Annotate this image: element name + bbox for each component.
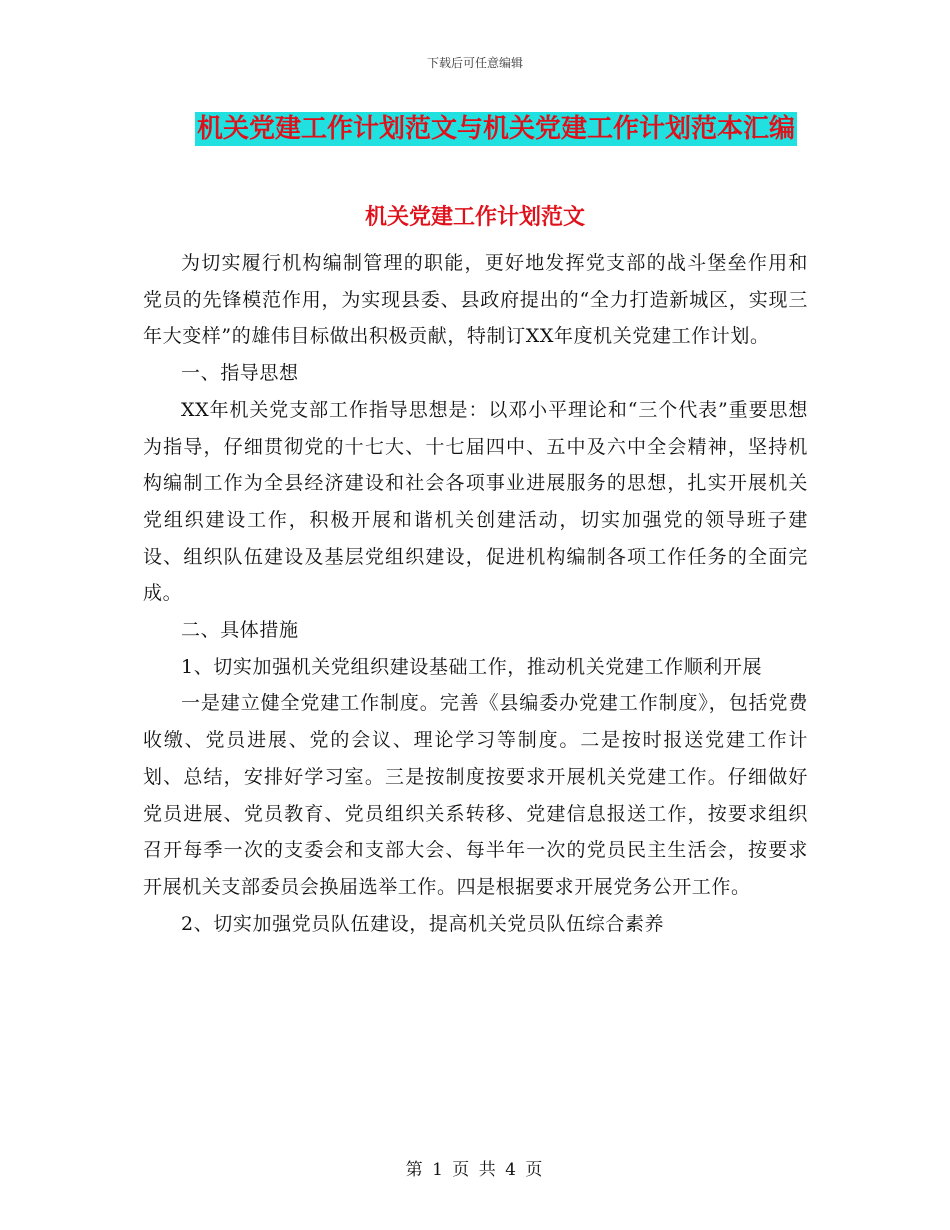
- document-main-title: 机关党建工作计划范文与机关党建工作计划范本汇编: [197, 114, 796, 144]
- measure-2-heading: 2、切实加强党员队伍建设，提高机关党员队伍综合素养: [181, 912, 665, 935]
- body-text: [143, 245, 808, 942]
- heading-specific-measures: 二、具体措施: [181, 619, 299, 642]
- page-number-footer: 第 1 页 共 4 页: [405, 1160, 545, 1180]
- header-note: 下载后可任意编辑: [426, 56, 523, 70]
- measure-1-paragraph: 一是建立健全党建工作制度。完善《县编委办党建工作制度》，包括党费收缴、党员进展、党的会议、理论学习等制度。二是按时报送党建工作计划、总结，安排好学习室。三是按制度按要求开展机关党建工作。仔细做好党员进展、党员教育、党员组织关系转移、党建信息报送工作，按要求组织召开每季一次的支委会和支部大会、每半年一次的党员民主生活会，按要求开展机关支部委员会换届选举工作。四是根据要求开展党务公开工作。: [143, 692, 808, 898]
- guiding-ideology-paragraph: XX年机关党支部工作指导思想是：以邓小平理论和“三个代表”重要思想为指导，仔细贯彻党的十七大、十七届四中、五中及六中全会精神，坚持机构编制工作为全县经济建设和社会各项事业进展服务的思想，扎实开展机关党组织建设工作，积极开展和谐机关创建活动，切实加强党的领导班子建设、组织队伍建设及基层党组织建设，促进机构编制各项工作任务的全面完成。: [143, 398, 808, 605]
- heading-guiding-ideology: 一、指导思想: [181, 362, 299, 385]
- intro-paragraph: 为切实履行机构编制管理的职能，更好地发挥党支部的战斗堡垒作用和党员的先锋模范作用，为实现县委、县政府提出的“全力打造新城区，实现三年大变样”的雄伟目标做出积极贡献，特制订XX年度机关党建工作计划。: [143, 252, 808, 348]
- section-title: 机关党建工作计划范文: [364, 205, 585, 230]
- measure-1-heading: 1、切实加强机关党组织建设基础工作，推动机关党建工作顺利开展: [181, 655, 763, 678]
